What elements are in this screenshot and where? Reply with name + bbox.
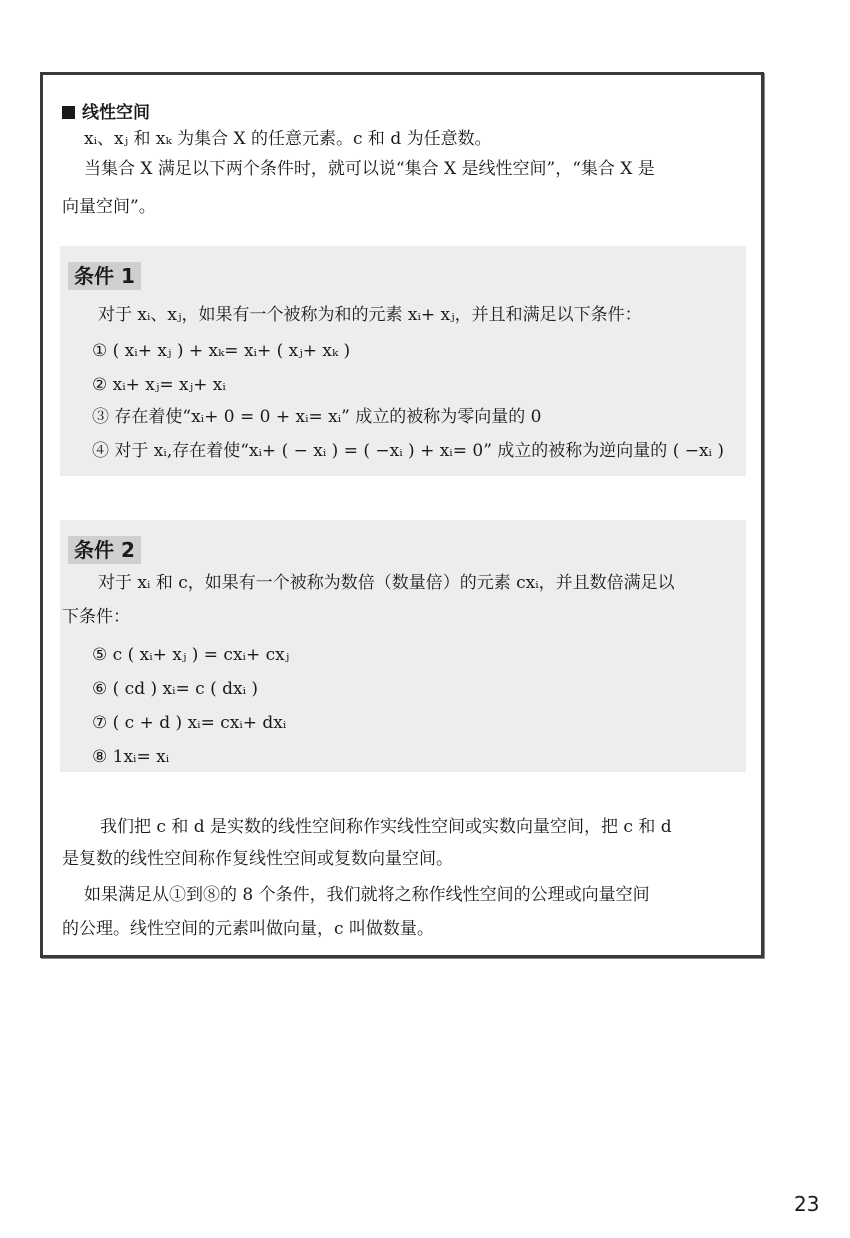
section-bullet-square: [62, 106, 75, 119]
condition1-label: 条件 1: [68, 262, 141, 290]
page-number: 23: [794, 1192, 820, 1216]
condition2-item-6: ⑥ ( cd ) xᵢ= c ( dxᵢ ): [92, 679, 259, 699]
section-title: 线性空间: [82, 103, 150, 123]
condition2-intro-2: 下条件：: [62, 607, 130, 627]
summary-line-1: 我们把 c 和 d 是实数的线性空间称作实线性空间或实数向量空间，把 c 和 d: [100, 817, 672, 837]
condition1-item-3: ③ 存在着使“xᵢ+ 0 = 0 + xᵢ= xᵢ” 成立的被称为零向量的 0: [92, 407, 542, 427]
condition1-item-1: ① ( xᵢ+ xⱼ ) + xₖ= xᵢ+ ( xⱼ+ xₖ ): [92, 341, 351, 361]
condition1-item-2: ② xᵢ+ xⱼ= xⱼ+ xᵢ: [92, 375, 226, 395]
summary-line-3: 如果满足从①到⑧的 8 个条件，我们就将之称作线性空间的公理或向量空间: [84, 885, 650, 905]
intro-line-1: xᵢ、xⱼ 和 xₖ 为集合 X 的任意元素。c 和 d 为任意数。: [84, 129, 492, 149]
intro-line-2: 当集合 X 满足以下两个条件时，就可以说“集合 X 是线性空间”，“集合 X 是: [84, 159, 655, 179]
summary-line-4: 的公理。线性空间的元素叫做向量，c 叫做数量。: [62, 919, 434, 939]
intro-line-3: 向量空间”。: [62, 197, 156, 217]
condition1-intro: 对于 xᵢ、xⱼ，如果有一个被称为和的元素 xᵢ+ xⱼ，并且和满足以下条件：: [98, 305, 642, 325]
condition1-item-4: ④ 对于 xᵢ,存在着使“xᵢ+ ( − xᵢ ) = ( −xᵢ ) + xᵢ= 0” 成立的被称为逆向量的 ( −xᵢ ): [92, 441, 725, 461]
condition2-item-7: ⑦ ( c + d ) xᵢ= cxᵢ+ dxᵢ: [92, 713, 287, 733]
condition2-item-8: ⑧ 1xᵢ= xᵢ: [92, 747, 170, 767]
condition2-label: 条件 2: [68, 536, 141, 564]
summary-line-2: 是复数的线性空间称作复线性空间或复数向量空间。: [62, 849, 453, 869]
condition2-item-5: ⑤ c ( xᵢ+ xⱼ ) = cxᵢ+ cxⱼ: [92, 645, 290, 665]
condition2-intro-1: 对于 xᵢ 和 c，如果有一个被称为数倍（数量倍）的元素 cxᵢ，并且数倍满足以: [98, 573, 675, 593]
